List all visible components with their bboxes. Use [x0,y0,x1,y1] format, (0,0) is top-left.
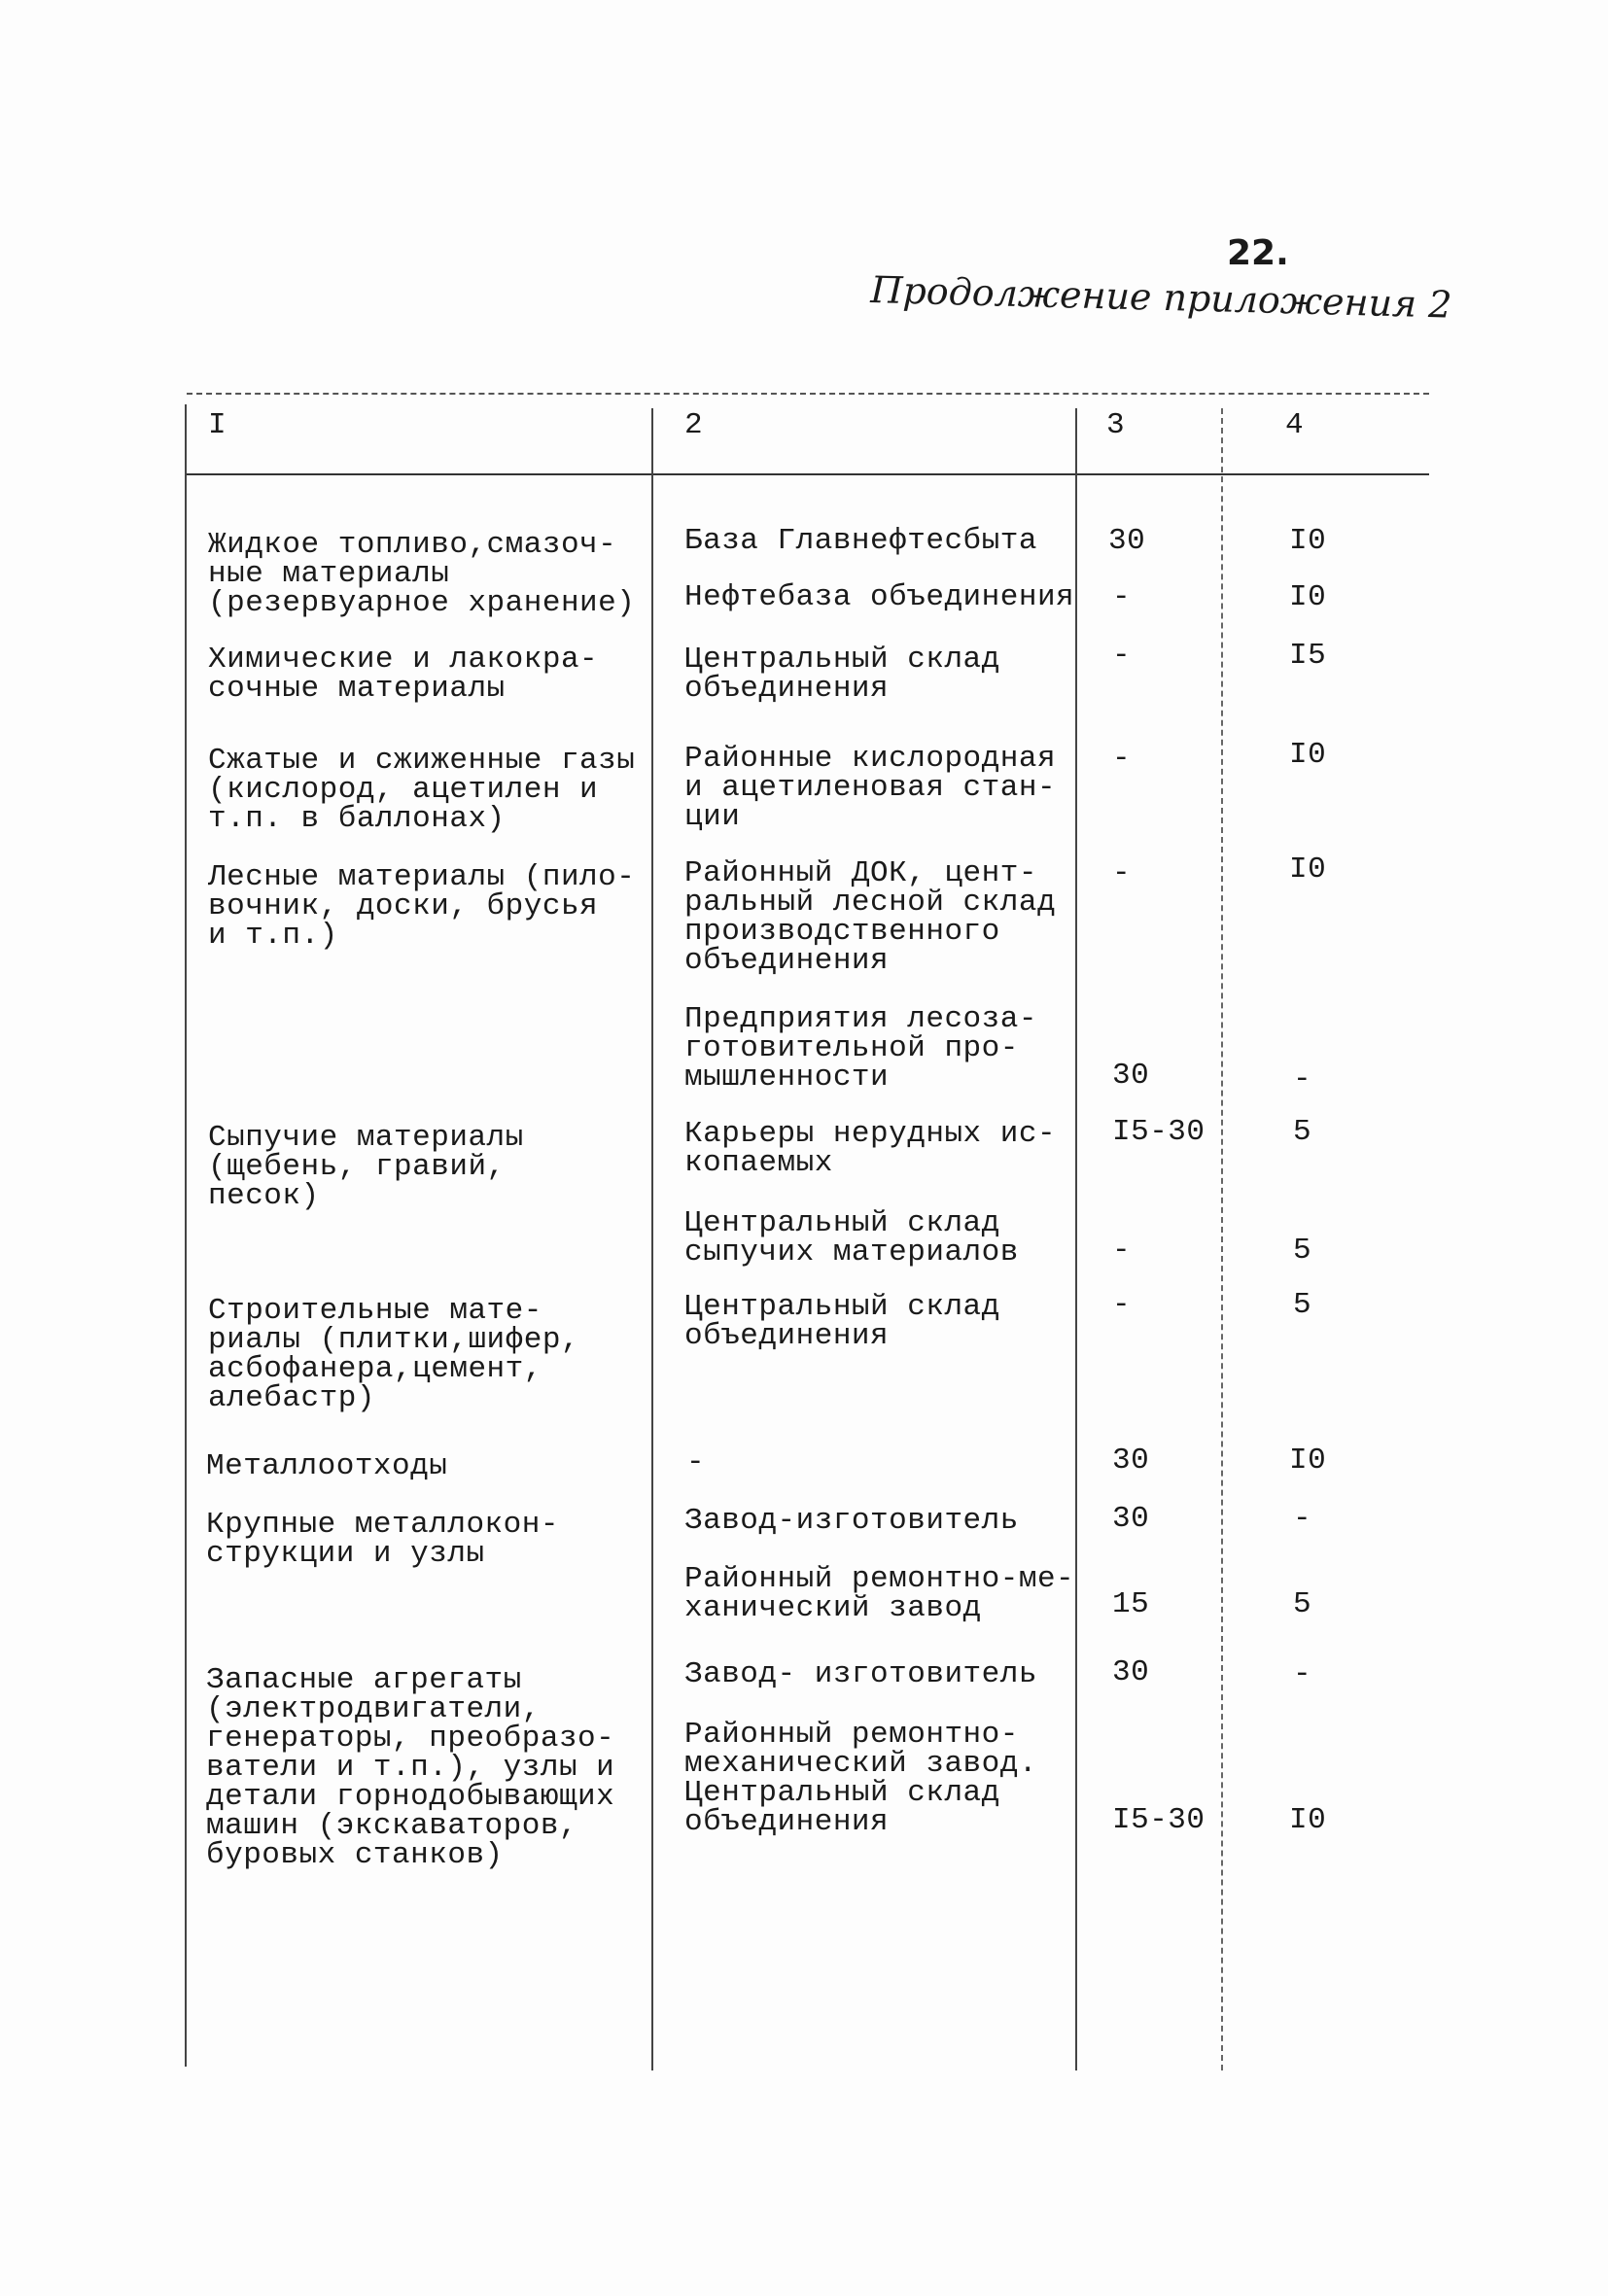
column-header-4: 4 [1285,408,1304,442]
table-cell-source: Районный ДОК, цент- ральный лесной склад производственного объединения [684,856,1057,978]
table-cell-material: Металлоотходы [206,1449,448,1483]
table-cell-source: Предприятия лесоза- готовительной про- мышленности [684,1002,1037,1095]
column-header-2: 2 [684,408,703,442]
table-cell-col3: 30 [1112,1059,1150,1093]
table-cell-col3: - [1112,856,1132,890]
table-cell-col3: - [1112,742,1132,776]
table-cell-col4: 5 [1293,1234,1312,1268]
column-divider-3 [1221,408,1223,2070]
table-cell-source: Районный ремонтно- механический завод. Центральный склад объединения [684,1718,1037,1839]
table-cell-col3: 30 [1108,524,1146,558]
table-cell-col4: I0 [1289,738,1327,772]
table-cell-col4: 5 [1293,1587,1312,1621]
table-cell-material: Крупные металлокон- струкции и узлы [206,1508,559,1571]
column-header-3: 3 [1106,408,1125,442]
table-cell-col4: 5 [1293,1115,1312,1149]
table-cell-col4: I0 [1289,1444,1327,1478]
table-top-rule [187,393,1429,395]
table-cell-source: Центральный склад сыпучих материалов [684,1206,1019,1270]
table-cell-source: Районный ремонтно-ме- ханический завод [684,1562,1075,1625]
table-header-rule [187,473,1429,475]
table-cell-source: Центральный склад объединения [684,643,1000,706]
table-cell-col3: 30 [1112,1655,1150,1689]
table-cell-col4: - [1293,1657,1312,1691]
column-divider-1 [651,408,653,2070]
table-cell-source: Районные кислородная и ацетиленовая стан- ции [684,742,1057,834]
table-cell-col3: - [1112,639,1132,673]
table-cell-col4: I5 [1289,639,1327,673]
table-cell-col3: - [1112,580,1132,614]
page-number: 22. [1227,233,1289,273]
table-left-border [185,404,187,2067]
table-cell-source: База Главнефтесбыта [684,524,1037,558]
table-cell-col4: - [1293,1062,1312,1096]
table-cell-col3: - [1112,1234,1132,1268]
table-cell-col3: 30 [1112,1502,1150,1536]
table-cell-source: Нефтебаза объединения [684,580,1075,614]
table-cell-col3: I5-30 [1112,1115,1206,1149]
table-cell-material: Запасные агрегаты (электродвигатели, генераторы, преобразо- ватели и т.п.), узлы и детали горнодобывающих машин (экскаваторов, буровых станков) [206,1663,615,1872]
table-cell-col4: - [1293,1502,1312,1536]
table-cell-source: Карьеры нерудных ис- копаемых [684,1117,1057,1180]
table-cell-col4: I0 [1289,524,1327,558]
table-cell-col4: I0 [1289,852,1327,887]
table-cell-source: Завод- изготовитель [684,1657,1037,1691]
table-cell-col3: - [1112,1288,1132,1322]
table-cell-col4: I0 [1289,580,1327,614]
table-cell-material: Лесные материалы (пило- вочник, доски, брусья и т.п.) [208,860,636,953]
table-cell-material: Химические и лакокра- сочные материалы [208,643,599,706]
table-cell-col3: I5-30 [1112,1803,1206,1837]
column-divider-2 [1075,408,1077,2070]
table-cell-material: Жидкое топливо,смазоч- ные материалы (резервуарное хранение) [208,528,636,620]
appendix-continuation-title: Продолжение приложения 2 [869,268,1452,327]
table-cell-col3: 15 [1112,1587,1150,1621]
table-cell-col4: 5 [1293,1288,1312,1322]
table-cell-material: Строительные мате- риалы (плитки,шифер, асбофанера,цемент, алебастр) [208,1294,580,1415]
table-cell-material: Сыпучие материалы (щебень, гравий, песок) [208,1121,524,1213]
table-cell-source: Центральный склад объединения [684,1290,1000,1353]
table-cell-source: - [686,1445,706,1479]
table-cell-material: Сжатые и сжиженные газы (кислород, ацетилен и т.п. в баллонах) [208,744,636,836]
table-cell-source: Завод-изготовитель [684,1504,1019,1538]
table-cell-col3: 30 [1112,1444,1150,1478]
table-cell-col4: I0 [1289,1803,1327,1837]
column-header-1: I [208,408,227,442]
